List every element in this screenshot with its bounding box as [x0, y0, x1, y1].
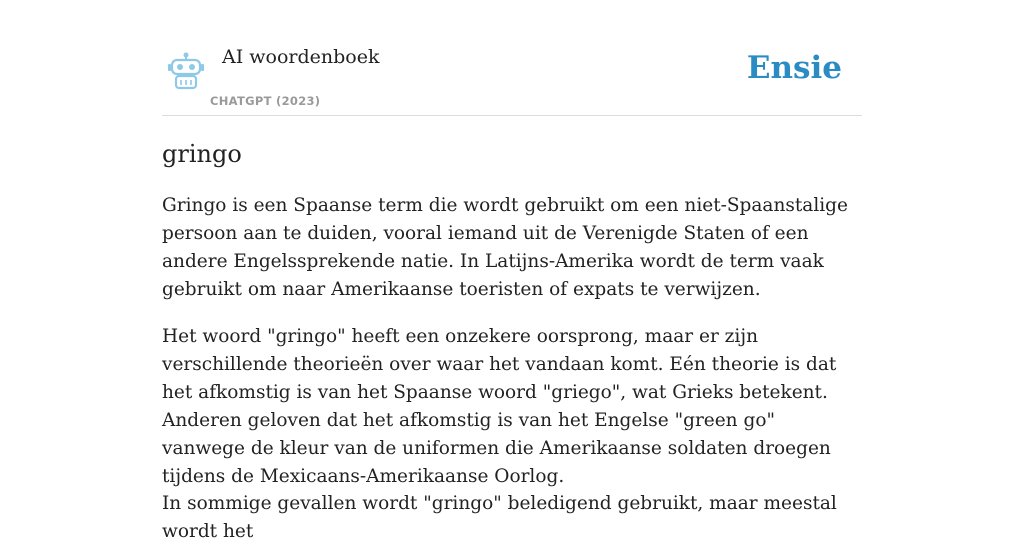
entry-paragraph: Gringo is een Spaanse term die wordt gebruikt om een niet-Spaanstalige persoon aan te duiden, vooral iemand uit de Verenigde Staten of een andere Engelssprekende natie. In Latijns-Amerika wordt de term vaak gebruikt om naar Amerikaanse toeristen of expats te verwijzen. [162, 195, 848, 300]
source-header [162, 0, 862, 116]
robot-icon [166, 52, 206, 90]
source-title-link[interactable]: AI woordenboek [222, 46, 380, 68]
brand-logo-link[interactable]: Ensie [746, 50, 842, 86]
source-subtitle: CHATGPT (2023) [210, 94, 321, 108]
entry-paragraph: Het woord "gringo" heeft een onzekere oorsprong, maar er zijn verschillende theorieën over waar het vandaan komt. Eén theorie is dat het afkomstig is van het Spaanse woord "griego", wat Grieks betekent. Anderen geloven dat het afkomstig is van het Engelse "green go" vanwege de kleur van de uniformen die Amerikaanse soldaten droegen tijdens de Mexicaans-Amerikaanse Oorlog. [162, 326, 837, 487]
entry-headword: gringo [162, 140, 242, 168]
page [162, 0, 862, 542]
entry-paragraph: In sommige gevallen wordt "gringo" beledigend gebruikt, maar meestal wordt het [162, 493, 837, 542]
